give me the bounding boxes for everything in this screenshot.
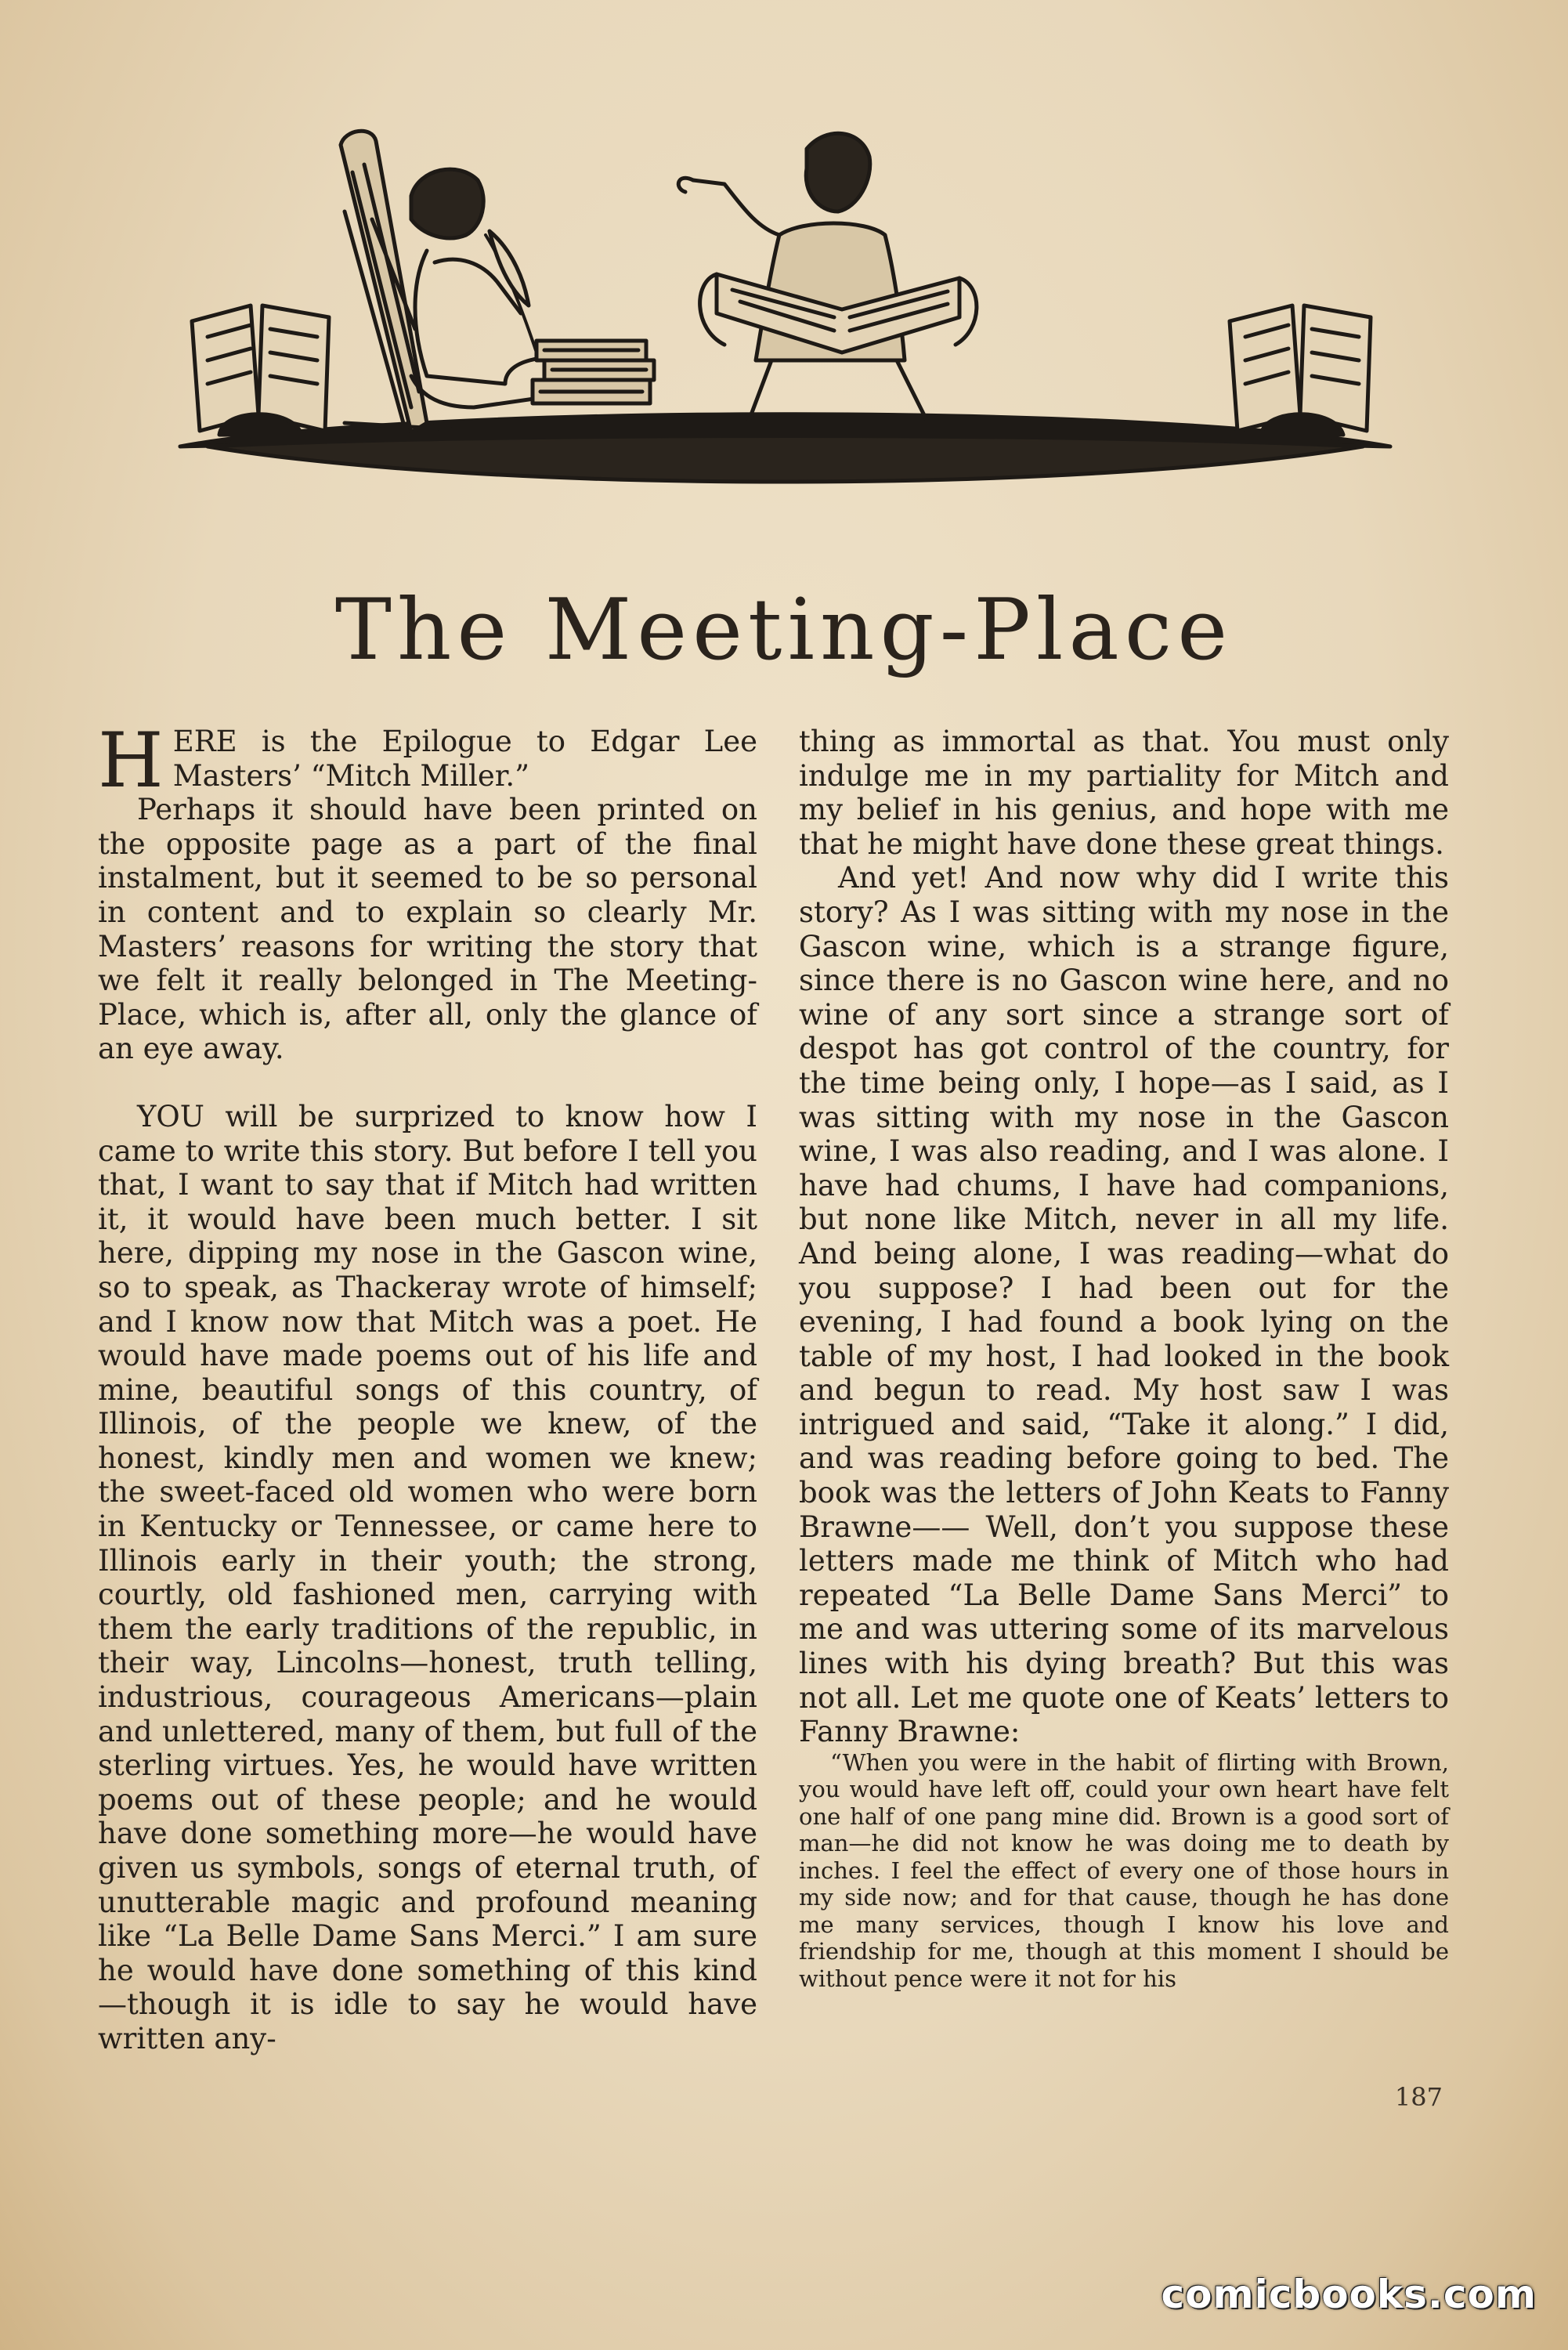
body-paragraph-2: And yet! And now why did I write this story? As I was sitting with my nose in the Gascon wine, which is a strange figure, since there is no Gascon wine here, and no wine of any sort since a strange sort of despot has got control of the country, for the time being only, I hope—as I said, as I was sitting with my nose in the Gascon wine, I was also reading, and I was alone. I have had chums, I have had companions, but none like Mitch, never in all my life. And being alone, I was reading—what do you suppose? I had been out for the evening, I had found a book lying on the table of my host, I had looked in the book and begun to read. My host saw I was intrigued and said, “Take it along.” I did, and was reading before going to bed. The book was the letters of John Keats to Fanny Brawne—— Well, don’t you suppose these letters made me think of Mitch who had repeated “La Belle Dame Sans Merci” to me and was uttering some of its marvelous lines with his dying breath? But this was not all. Let me quote one of Keats’ letters to Fanny Brawne: (799, 861, 1449, 1749)
keats-letter-quote: “When you were in the habit of flirting with Brown, you would have left off, could your own heart have felt one half of one pang mine did. Brown is a good sort of man—he did not know he was doing me to death by inches. I feel the effect of every one of those hours in my side now; and for that cause, though he has done me many services, though I know his love and friendship for me, though at this moment I should be without pence were it not for his (799, 1748, 1449, 1992)
two-scholars-with-books-illustration (176, 125, 1394, 517)
body-paragraph-continued: thing as immortal as that. You must only indulge me in my partiality for Mitch and my belief in his genius, and hope with me that he might have done these great things. (799, 725, 1449, 861)
right-column (799, 725, 1449, 1992)
article-title: The Meeting-Place (334, 581, 1234, 679)
intro-text-1: ERE is the Epilogue to Edgar Lee Masters’ “Mitch Miller.” (172, 725, 757, 793)
drop-cap: H (98, 717, 164, 804)
section-break (98, 1066, 757, 1100)
page-number: 187 (1394, 2082, 1443, 2112)
intro-paragraph-2: Perhaps it should have been printed on the opposite page as a part of the final instalment, but it seemed to be so personal in content and to explain so clearly Mr. Masters’ reasons for writing the story that we felt it really belonged in The Meeting-Place, which is, after all, only the glance of an eye away. (98, 793, 757, 1066)
body-paragraph-1: YOU will be surprized to know how I came to write this story. But before I tell you that, I want to say that if Mitch had written it, it would have been much better. I sit here, dipping my nose in the Gascon wine, so to speak, as Thackeray wrote of himself; and I know now that Mitch was a poet. He would have made poems out of his life and mine, beautiful songs of this country, of Illinois, of the people we knew, of the honest, kindly men and women we knew; the sweet-faced old women who were born in Kentucky or Tennessee, or came here to Illinois early in their youth; the strong, courtly, old fashioned men, carrying with them the early traditions of the republic, in their way, Lincolns—honest, truth telling, industrious, courageous Americans—plain and unlettered, many of them, but full of the sterling virtues. Yes, he would have written poems out of these people; and he would have done something more—he would have given us symbols, songs of eternal truth, of unutterable magic and profound meaning like “La Belle Dame Sans Merci.” I am sure he would have done something of this kind—though it is idle to say he would have written any- (98, 1099, 757, 2055)
intro-paragraph-1 (98, 717, 757, 804)
left-column (98, 717, 757, 2056)
site-watermark: comicbooks.com (1161, 2272, 1537, 2317)
